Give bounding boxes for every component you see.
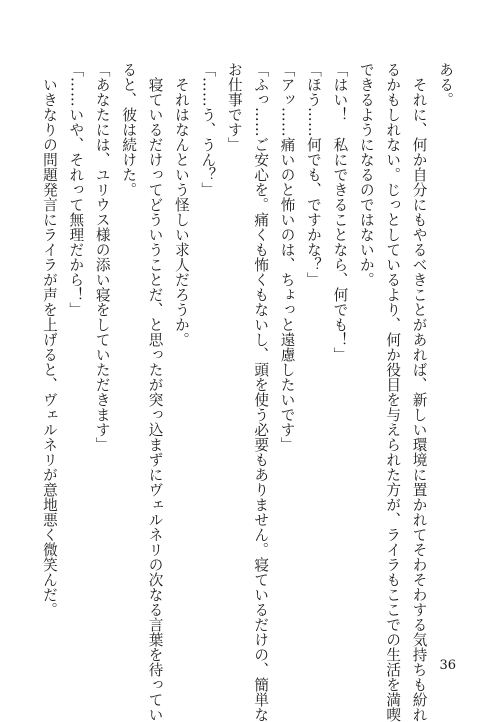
text-line: それに、何か自分にもやるべきことがあれば、新しい環境に置かれてそわそわする気持ちも紛れ: [410, 62, 428, 722]
text-line: 「アッ……痛いのと怖いのは、ちょっと遠慮したいです」: [278, 62, 296, 452]
text-line: るかもしれない。じっとしているより、何か役目を与えられた方が、ライラもここでの生活を満喫: [384, 62, 402, 722]
page-number: 36: [439, 658, 456, 673]
text-line: いきなりの問題発言にライラが声を上げると、ヴェルネリが意地悪く微笑んだ。: [40, 62, 58, 617]
text-line: 「はい！ 私にできることなら、何でも！」: [331, 62, 349, 362]
text-line: 「あなたには、ユリウス様の添い寝をしていただきます」: [93, 62, 111, 452]
text-line: 「……う、うん？」: [199, 62, 217, 197]
text-line: 「ふっ……ご安心を。痛くも怖くもないし、頭を使う必要もありません。寝ているだけの、簡単な: [252, 62, 270, 722]
text-line: 「ほう……何でも、ですかな？」: [304, 62, 322, 287]
text-line: 「……いや、それって無理だから！」: [67, 62, 85, 317]
text-line: ある。: [437, 62, 454, 107]
text-line: 寝ているだけってどういうことだ、と思ったが突っ込まずにヴェルネリの次なる言葉を待ってい: [146, 62, 164, 722]
text-line: ると、彼は続けた。: [120, 62, 138, 197]
text-line: できるようになるのではないか。: [357, 62, 375, 287]
text-line: それはなんという怪しい求人だろうか。: [172, 62, 190, 347]
text-line: お仕事です」: [225, 62, 243, 152]
